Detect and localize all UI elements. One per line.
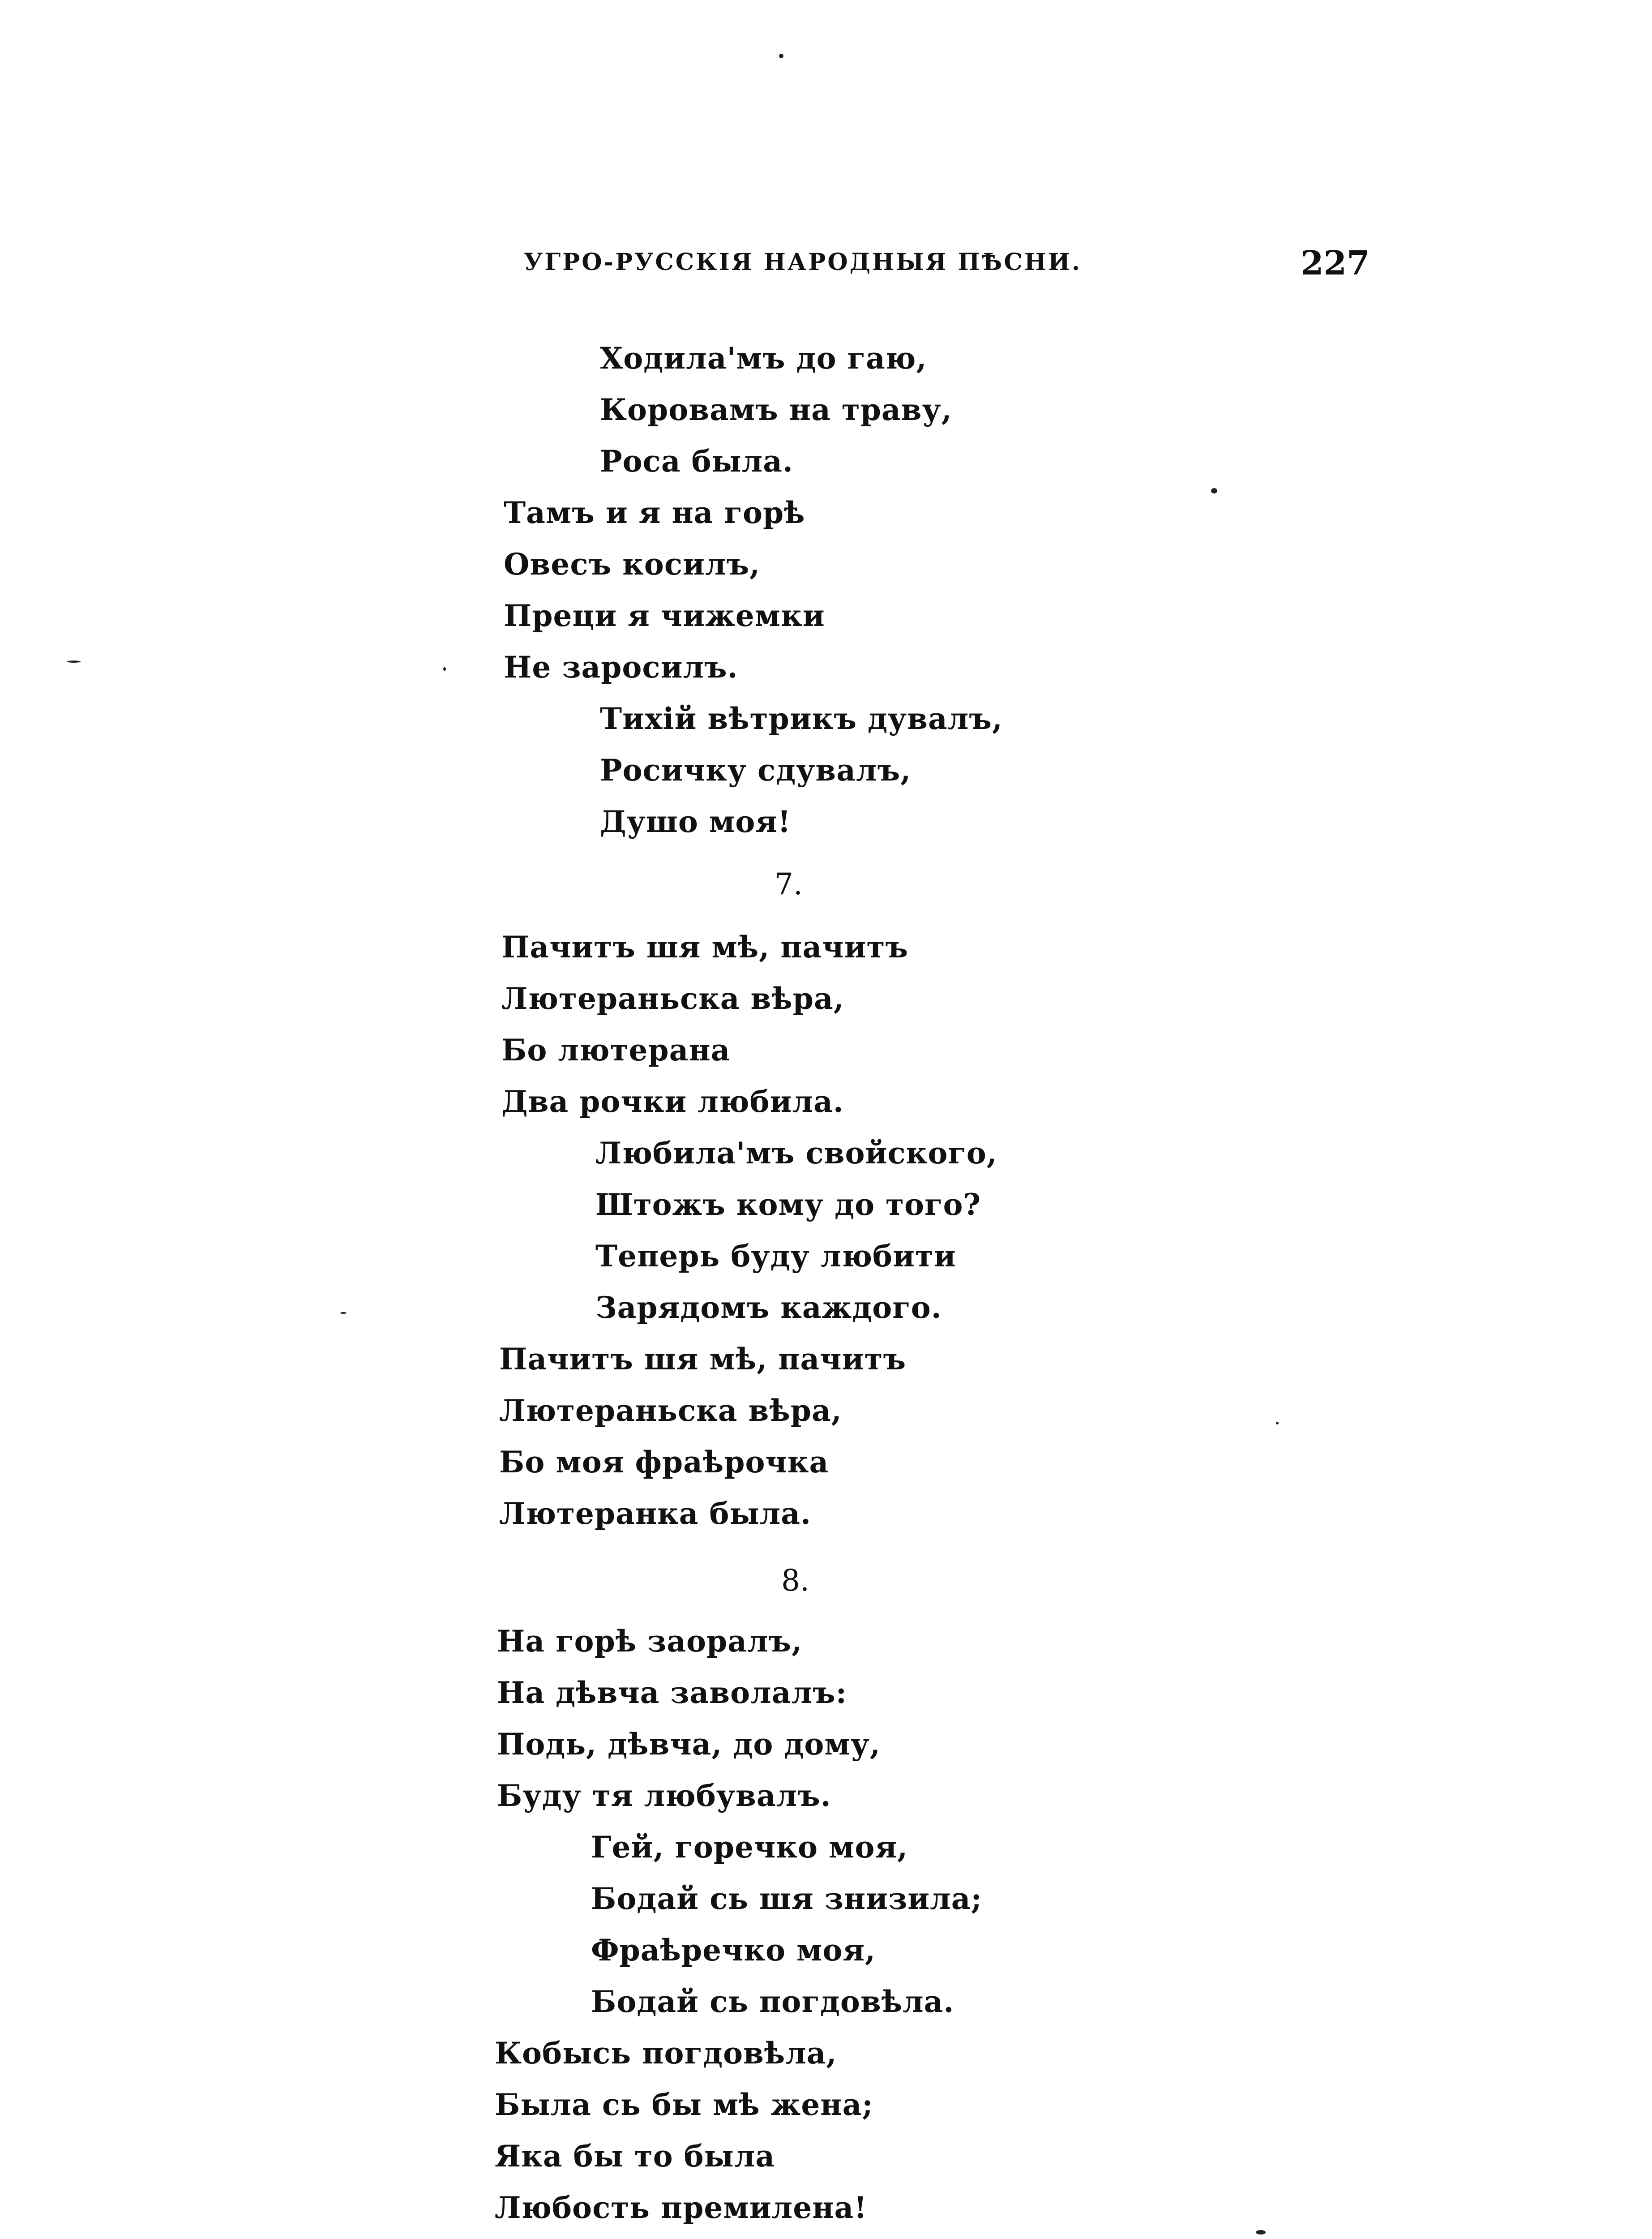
section-number: 7. bbox=[775, 867, 803, 901]
section-number: 8. bbox=[781, 1563, 809, 1598]
poem-line: Бо лютерана bbox=[501, 1033, 731, 1068]
poem-line: На горѣ заоралъ, bbox=[497, 1624, 803, 1659]
scan-speck bbox=[443, 667, 446, 671]
poem-line: Теперь буду любити bbox=[595, 1239, 956, 1274]
poem-line: Не заросилъ. bbox=[504, 650, 738, 685]
scan-speck bbox=[779, 54, 783, 58]
poem-line: Пачитъ шя мѣ, пачитъ bbox=[499, 1342, 907, 1377]
poem-line: Бо моя фраѣрочка bbox=[499, 1445, 829, 1480]
poem-line: Подь, дѣвча, до дому, bbox=[497, 1727, 881, 1762]
poem-line: Росичку сдувалъ, bbox=[600, 753, 912, 788]
poem-line: Душо моя! bbox=[600, 804, 791, 839]
poem-line: Тамъ и я на горѣ bbox=[504, 495, 805, 530]
poem-line: Кобысь погдовѣла, bbox=[495, 2036, 837, 2071]
poem-line: Коровамъ на траву, bbox=[600, 392, 952, 427]
poem-line: Гей, горечко моя, bbox=[591, 1830, 908, 1865]
page-number: 227 bbox=[1301, 244, 1370, 283]
poem-line: Бодай сь погдовѣла. bbox=[591, 1984, 954, 2019]
poem-line: Роса была. bbox=[600, 444, 794, 479]
poem-line: Два рочки любила. bbox=[501, 1084, 844, 1119]
poem-line: Фраѣречко моя, bbox=[591, 1933, 876, 1968]
scan-speck bbox=[1211, 488, 1217, 493]
scan-speck bbox=[340, 1312, 347, 1314]
poem-line: Тихій вѣтрикъ дувалъ, bbox=[600, 701, 1003, 736]
scan-speck bbox=[1256, 2230, 1266, 2235]
poem-line: Лютераньска вѣра, bbox=[501, 981, 844, 1016]
poem-line: Любила'мъ свойского, bbox=[595, 1136, 997, 1171]
poem-line: Буду тя любувалъ. bbox=[497, 1778, 831, 1813]
poem-line: На дѣвча заволалъ: bbox=[497, 1675, 847, 1710]
scan-speck bbox=[67, 661, 81, 663]
poem-line: Бодай сь шя знизила; bbox=[591, 1881, 982, 1916]
scan-speck bbox=[1276, 1422, 1279, 1424]
poem-line: Пачитъ шя мѣ, пачитъ bbox=[501, 930, 909, 965]
poem-line: Зарядомъ каждого. bbox=[595, 1290, 942, 1325]
poem-line: Лютеранка была. bbox=[499, 1496, 812, 1531]
poem-line: Штожъ кому до того? bbox=[595, 1187, 981, 1222]
poem-line: Была сь бы мѣ жена; bbox=[495, 2087, 873, 2122]
poem-line: Любость премилена! bbox=[495, 2190, 868, 2225]
poem-line: Лютераньска вѣра, bbox=[499, 1393, 842, 1428]
poem-line: Овесъ косилъ, bbox=[504, 547, 761, 582]
poem-line: Яка бы то была bbox=[495, 2139, 775, 2174]
poem-line: Преци я чижемки bbox=[504, 598, 825, 633]
poem-line: Ходила'мъ до гаю, bbox=[600, 341, 927, 376]
running-header: УГРО-РУССКІЯ НАРОДНЫЯ ПѢСНИ. bbox=[524, 249, 1082, 276]
